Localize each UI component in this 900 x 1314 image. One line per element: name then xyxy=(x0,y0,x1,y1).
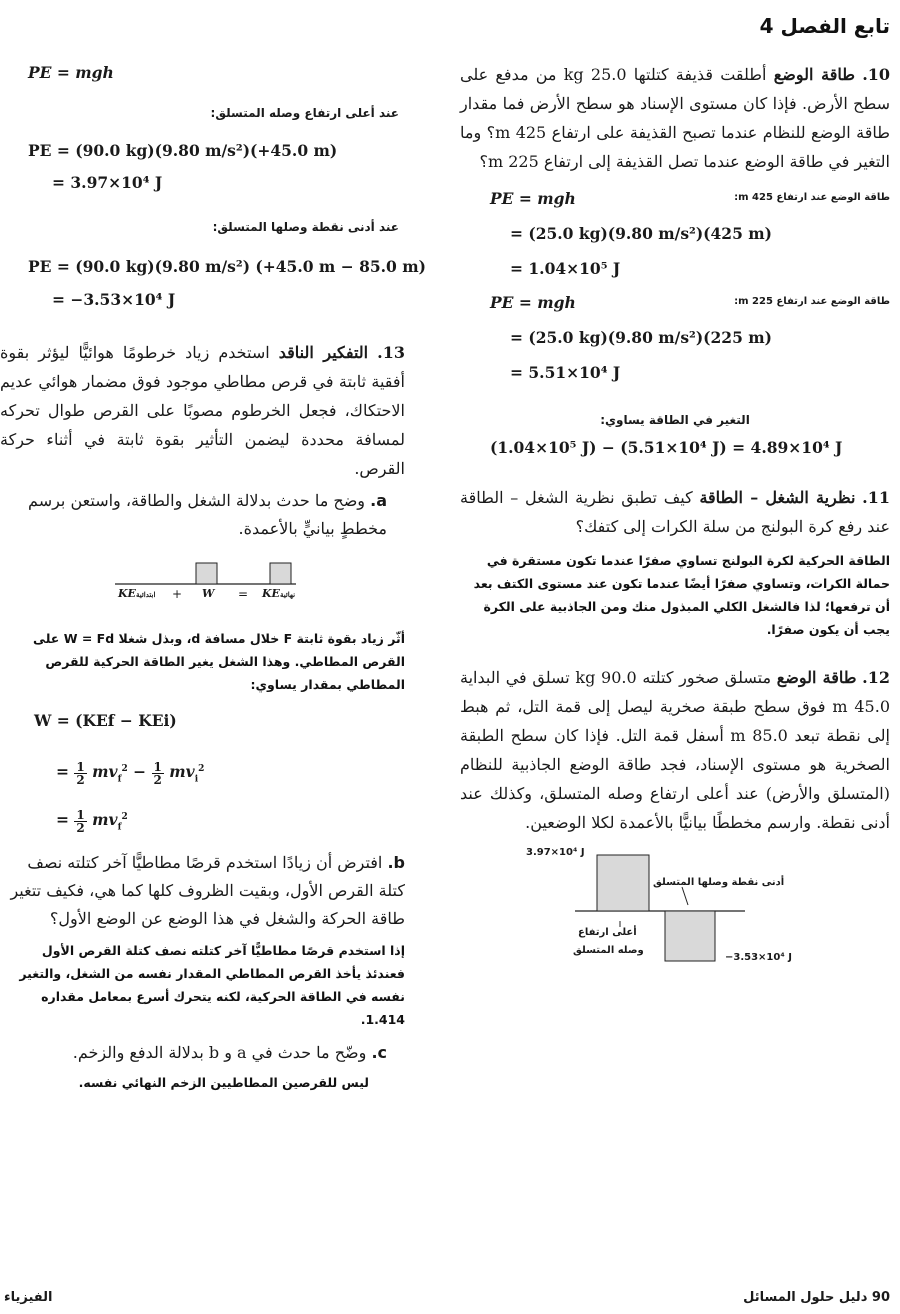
eq-w: W = (KEf − KEi) xyxy=(34,711,177,730)
problem-title: طاقة الوضع xyxy=(776,668,857,687)
problem-text: أطلقت قذيفة كتلتها 25.0 kg من مدفع على سطح الأرض. فإذا كان مستوى الإسناد هو سطح الأرض فما مقدار طاقة الوضع للنظام عندما تصبح القذيفة على ارتفاع 425 m؟ وما التغير في طاقة الوضع عندما تصل القذيفة إلى ارتفاع 225 m؟ xyxy=(460,65,890,171)
lowest-label: أدنى نقطة وصلها المتسلق xyxy=(653,877,785,888)
eq-pe-2: PE = mgh xyxy=(490,293,576,312)
label-425: طاقة الوضع عند ارتفاع 425 m: xyxy=(734,192,890,203)
highest-label-2: وصله المتسلق xyxy=(573,945,644,956)
problem-13 xyxy=(0,338,405,483)
work-energy-equations xyxy=(0,702,405,847)
eq-w-final: = $\frac{1}{2}$ $mv_f^2$ xyxy=(56,807,128,835)
part-text: افترض أن زيادًا استخدم قرصًا مطاطيًّا آخر كتلته نصف كتلة القرص الأول، وبقيت الظروف كلها كما هي، فكيف تتغير طاقة الحركة والشغل في هذا الوضع عن الوضع الأول؟ xyxy=(10,853,405,928)
footer-subject: الفيزياء xyxy=(4,1290,53,1305)
p12-continuation xyxy=(0,58,426,320)
p10-solution xyxy=(460,184,890,409)
footer-book xyxy=(743,1290,890,1305)
left-column xyxy=(0,58,426,1094)
eq-low-2: = −3.53×10⁴ J xyxy=(52,290,176,309)
problem-number: 11. xyxy=(862,488,891,507)
pointer-lowest xyxy=(682,887,688,905)
change-label: التغير في الطاقة يساوي: xyxy=(600,413,750,427)
part-letter: c. xyxy=(371,1043,387,1062)
bar-lowest xyxy=(665,911,715,961)
eq-pe-climber: PE = mgh xyxy=(28,63,114,82)
eq-change: (1.04×10⁵ J) − (5.51×10⁴ J) = 4.89×10⁴ J xyxy=(490,438,843,457)
problem-number: 13. xyxy=(377,343,405,362)
part-text: وضح ما حدث بدلالة الشغل والطاقة، واستعن برسم مخططٍ بيانيٍّ بالأعمدة. xyxy=(28,491,387,538)
part-letter: a. xyxy=(370,491,387,510)
top-value-label: 3.97×10⁴ J xyxy=(526,847,585,858)
bottom-value-label: −3.53×10⁴ J xyxy=(725,952,792,963)
page-number: 90 xyxy=(871,1290,890,1305)
p13-part-a xyxy=(0,487,405,543)
problem-title: طاقة الوضع xyxy=(773,65,855,84)
equals-label: = xyxy=(238,587,249,601)
w-label: W xyxy=(202,587,215,600)
eq-425-1: = (25.0 kg)(9.80 m/s²)(425 m) xyxy=(510,224,772,243)
problem-number: 12. xyxy=(862,668,891,687)
label-lowest: عند أدنى نقطة وصلها المتسلق: xyxy=(212,220,399,234)
eq-225-1: = (25.0 kg)(9.80 m/s²)(225 m) xyxy=(510,328,772,347)
ke-initial-label: KEابتدائية xyxy=(118,587,156,600)
p13-c-answer: ليس للقرصين المطاطيين الزخم النهائي نفسه. xyxy=(78,1075,369,1090)
right-column xyxy=(460,60,890,977)
p12-bar-chart xyxy=(460,847,890,977)
book-title: دليل حلول المسائل xyxy=(743,1290,868,1305)
bar-chart-svg xyxy=(460,847,890,977)
ke-final-label: KEنهائية xyxy=(262,587,296,600)
label-highest: عند أعلى ارتفاع وصله المتسلق: xyxy=(210,106,399,120)
problem-10 xyxy=(460,60,890,176)
eq-425-2: = 1.04×10⁵ J xyxy=(510,259,621,278)
chapter-title: تابع الفصل 4 xyxy=(759,14,890,38)
p13-part-c xyxy=(0,1039,405,1067)
eq-225-2: = 5.51×10⁴ J xyxy=(510,363,621,382)
label-225: طاقة الوضع عند ارتفاع 225 m: xyxy=(734,296,890,307)
problem-text: كيف تطبق نظرية الشغل – الطاقة عند رفع كرة البولنج من سلة الكرات إلى كتفك؟ xyxy=(460,488,890,536)
p13-part-b xyxy=(0,849,405,933)
plus-label: + xyxy=(172,587,183,601)
problem-12 xyxy=(460,663,890,837)
p11-answer: الطاقة الحركية لكرة البولنج تساوي صفرًا عندما تكون مستقرة في حمالة الكرات، وتساوي صفرًا أيضًا عندما تكون عند مستوى الكتف بعد أن ترفعها؛ لذا فالشغل الكلي المبذول منك ومن الجاذبية على الكرة يجب أن يكون صفرًا. xyxy=(473,553,890,637)
eq-w-halves: = $\frac{1}{2}$ $mv_f^2$ − $\frac{1}{2}$ $mv_i^2$ xyxy=(56,759,205,787)
problem-title: التفكير الناقد xyxy=(278,343,369,362)
p13-b-answer: إذا استخدم قرصًا مطاطيًّا آخر كتلته نصف كتلة القرص الأول فعندئذ يأخذ القرص المطاطي المقدار نفسه من الشغل، والتغير نفسه في الطاقة الحركية، لكنه يتحرك أسرع بمعامل مقداره 1.414. xyxy=(19,943,405,1027)
ke-bar-diagram xyxy=(0,557,405,619)
eq-pe: PE = mgh xyxy=(490,189,576,208)
eq-high-2: = 3.97×10⁴ J xyxy=(52,173,163,192)
part-letter: b. xyxy=(387,853,405,872)
problem-number: 10. xyxy=(862,65,891,84)
highest-label-1: أعلى ارتفاع xyxy=(578,927,637,938)
eq-high-1: PE = (90.0 kg)(9.80 m/s²)(+45.0 m) xyxy=(28,141,338,160)
problem-title: نظرية الشغل – الطاقة xyxy=(699,488,856,507)
bar-w xyxy=(196,563,217,584)
part-text: وضّح ما حدث في a و b بدلالة الدفع والزخم. xyxy=(72,1043,367,1062)
p13-a-answer: أثّر زياد بقوة ثابتة F خلال مسافة d، وبذل شغلا W = Fd على القرص المطاطي. وهذا الشغل يغير الطاقة الحركية للقرص المطاطي بمقدار يساوي: xyxy=(33,631,405,692)
eq-low-1: PE = (90.0 kg)(9.80 m/s²) (+45.0 m − 85.0 m) xyxy=(28,257,426,276)
problem-11 xyxy=(460,483,890,541)
bar-highest xyxy=(597,855,649,911)
bar-ke-final xyxy=(270,563,291,584)
problem-text: متسلق صخور كتلته 90.0 kg تسلق في البداية 45.0 m فوق سطح طبقة صخرية ليصل إلى قمة التل، ثم هبط إلى نقطة تبعد 85.0 m أسفل قمة التل. فإذا كان سطح الطبقة الصخرية هو مستوى الإسناد، فجد طاقة الوضع الجاذبية للنظام (المتسلق والأرض) عند أعلى ارتفاع وصله المتسلق، وكذلك عند أدنى نقطة. وارسم مخططًا بيانيًّا بالأعمدة لكلا الوضعين. xyxy=(460,668,891,832)
problem-text: استخدم زياد خرطومًا هوائيًّا ليؤثر بقوة أفقية ثابتة في قرص مطاطي موجود فوق مضمار هوائي عديم الاحتكاك، فجعل الخرطوم مصوبًا على القرص طوال تحركه لمسافة محددة ليضمن التأثير بقوة ثابتة في أثناء حركة القرص. xyxy=(0,343,405,478)
